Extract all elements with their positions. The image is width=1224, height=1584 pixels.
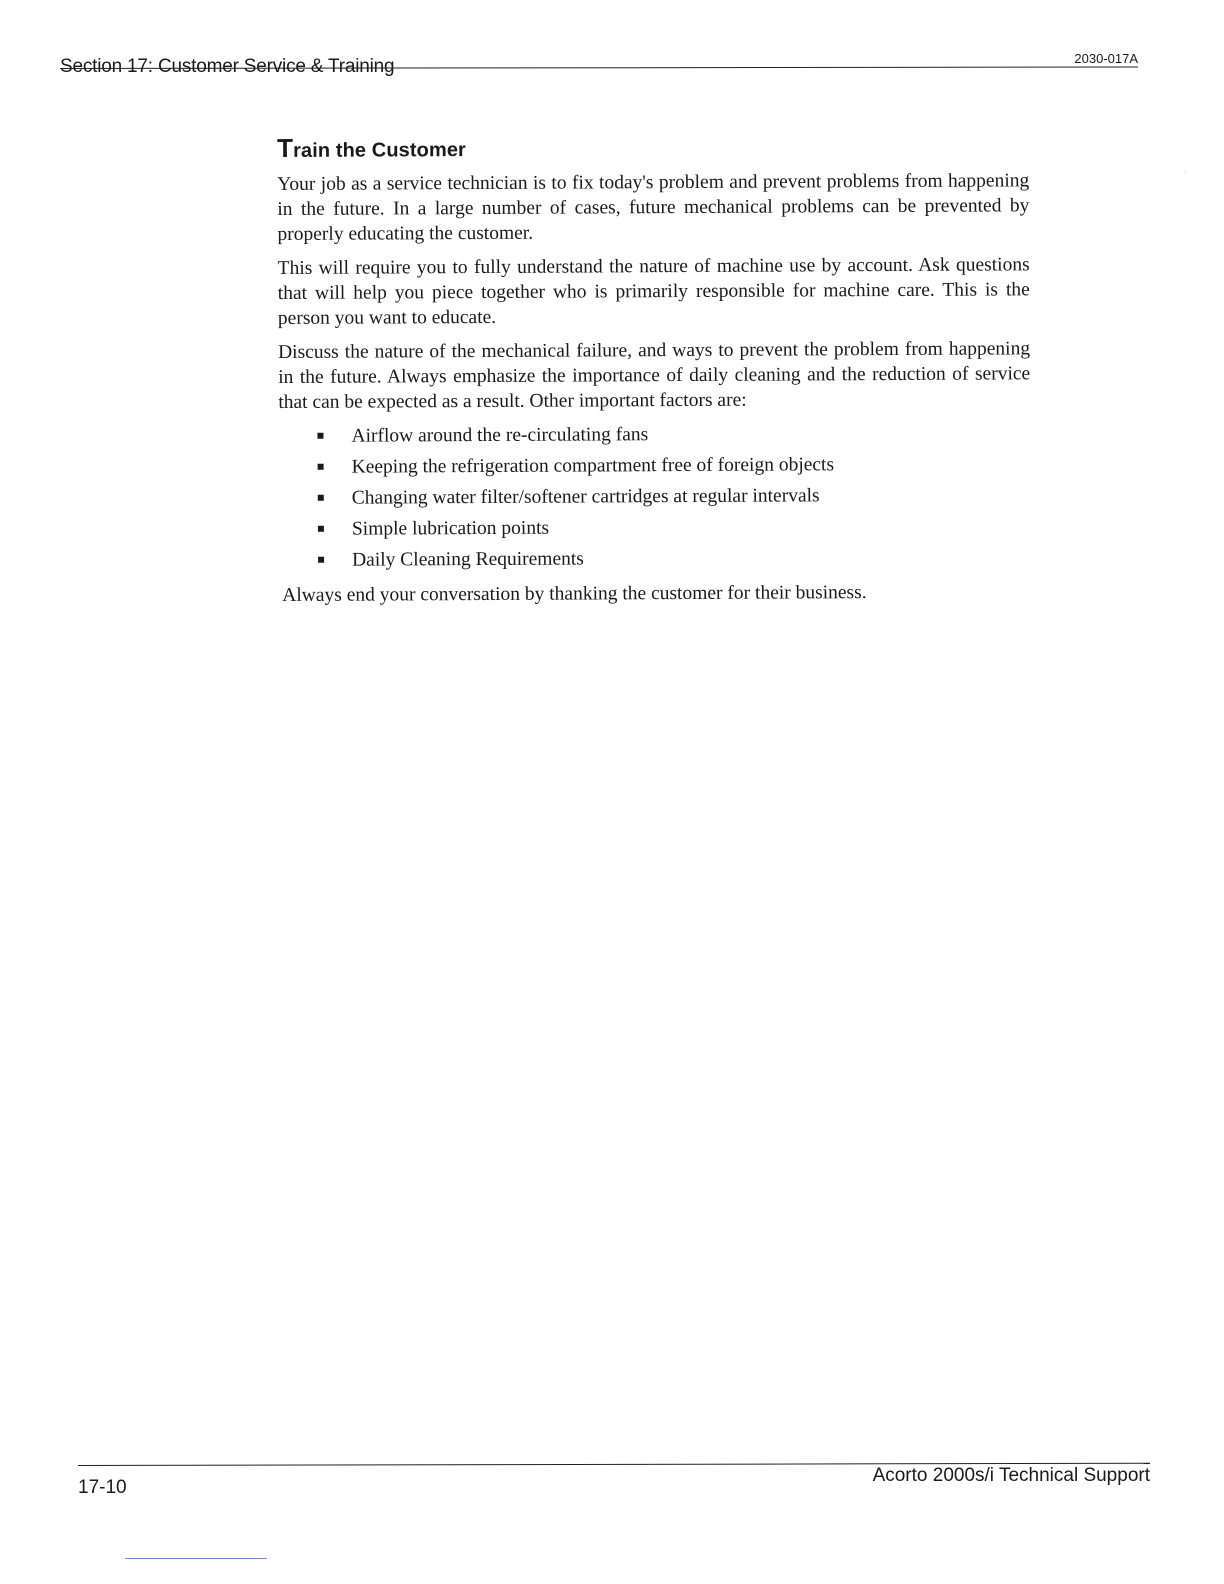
document-number: 2030-017A	[1074, 51, 1138, 66]
paragraph-discuss: Discuss the nature of the mechanical failure, and ways to prevent the problem from happening in the future. Always emphasize the importance of daily cleaning and the reduction of service that can be expected as a result. Other important factors are:	[278, 338, 1031, 413]
factors-list	[278, 420, 1039, 579]
bullet-icon	[317, 433, 323, 439]
list-item-text: Keeping the refrigeration compartment free of foreign objects	[351, 454, 835, 478]
page-number: 17-10	[78, 1477, 127, 1498]
paragraph-account: This will require you to fully understand the nature of machine use by account. Ask questions that will help you piece together who is primarily responsible for machine care. This is the person you want to educate.	[277, 254, 1030, 329]
list-item-text: Changing water filter/softener cartridges at regular intervals	[351, 485, 820, 509]
page-heading	[277, 132, 1037, 164]
list-item-text: Airflow around the re-circulating fans	[351, 424, 649, 447]
heading-text: rain the Customer	[293, 139, 466, 162]
footer-product-name: Acorto 2000s/i Technical Support	[872, 1465, 1150, 1486]
list-item-text: Daily Cleaning Requirements	[352, 548, 584, 571]
closing-sentence: Always end your conversation by thanking the customer for their business.	[282, 582, 867, 606]
main-content	[277, 132, 1039, 608]
list-item	[279, 544, 1039, 579]
list-item	[279, 513, 1039, 548]
section-title: Section 17: Customer Service & Training	[60, 56, 395, 77]
scan-speck	[1185, 172, 1186, 173]
list-item	[279, 482, 1039, 517]
bullet-icon	[318, 464, 324, 470]
list-item-text: Simple lubrication points	[351, 517, 550, 540]
page-header	[60, 52, 1140, 78]
paragraph-intro: Your job as a service technician is to fix today's problem and prevent problems from happening in the future. In a large number of cases, future mechanical problems can be prevented by properly educating the customer.	[277, 170, 1030, 245]
bullet-icon	[318, 526, 324, 532]
bullet-icon	[318, 557, 324, 563]
heading-initial: T	[276, 132, 294, 163]
list-item	[278, 420, 1038, 455]
bullet-icon	[318, 495, 324, 501]
bottom-mark-line	[125, 1558, 267, 1559]
list-item	[279, 451, 1039, 486]
